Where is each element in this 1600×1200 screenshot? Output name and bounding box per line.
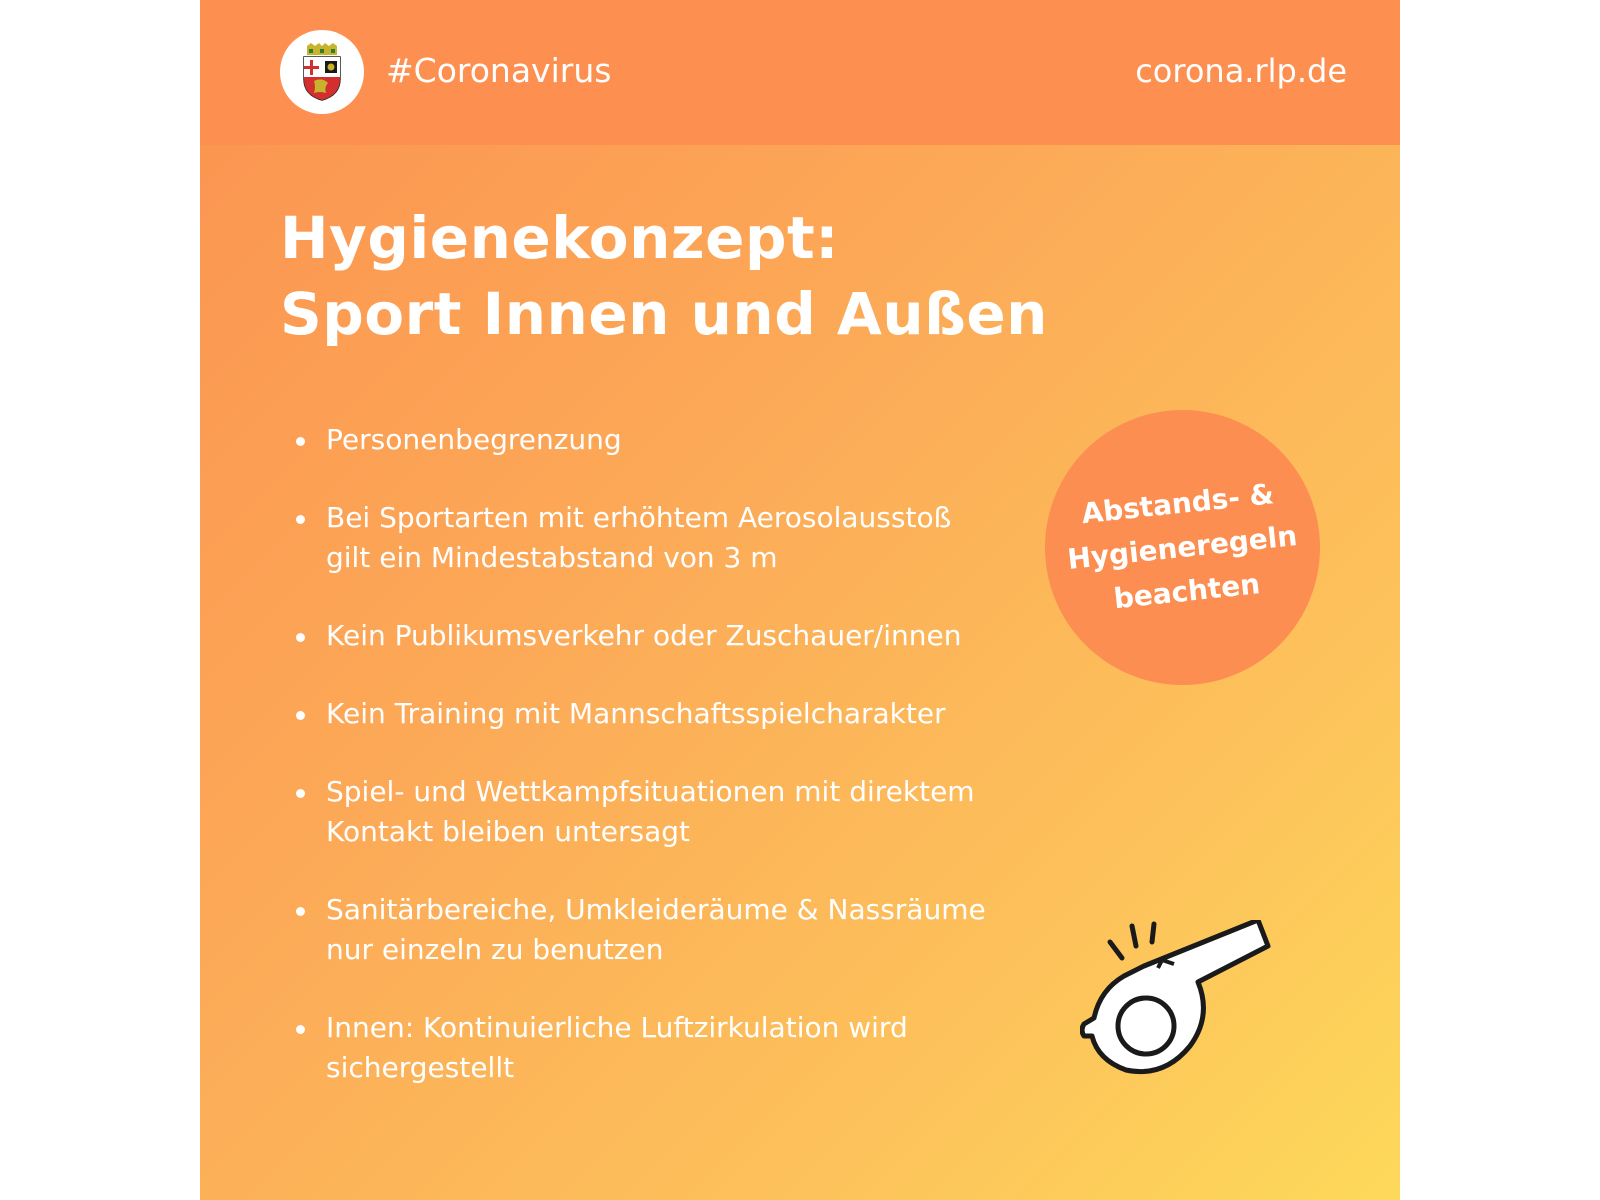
hashtag-label: #Coronavirus (386, 51, 612, 90)
website-link[interactable]: corona.rlp.de (1135, 52, 1347, 90)
rlp-coat-of-arms-icon (298, 43, 346, 101)
title-line-2: Sport Innen und Außen (280, 280, 1048, 348)
logo-badge[interactable] (280, 30, 364, 114)
badge-text: Abstands- & Hygieneregeln beachten (1066, 476, 1299, 615)
title-line-1: Hygienekonzept: (280, 204, 839, 272)
list-item: Personenbegrenzung (290, 420, 1010, 460)
list-item: Kein Publikumsverkehr oder Zuschauer/innen (290, 616, 1010, 656)
whistle-icon (1080, 920, 1300, 1100)
rules-list (290, 420, 1010, 1126)
list-item: Kein Training mit Mannschaftsspielcharakter (290, 694, 1010, 734)
page-title (280, 200, 1048, 352)
list-item: Innen: Kontinuierliche Luftzirkulation wird sichergestellt (290, 1008, 1010, 1088)
list-item: Spiel- und Wettkampfsituationen mit direktem Kontakt bleiben untersagt (290, 772, 1010, 852)
list-item: Sanitärbereiche, Umkleideräume & Nassräume nur einzeln zu benutzen (290, 890, 1010, 970)
list-item: Bei Sportarten mit erhöhtem Aerosolausstoß gilt ein Mindestabstand von 3 m (290, 498, 1010, 578)
top-bar (200, 0, 1400, 145)
distance-hygiene-badge (1045, 410, 1320, 685)
poster (200, 0, 1400, 1200)
